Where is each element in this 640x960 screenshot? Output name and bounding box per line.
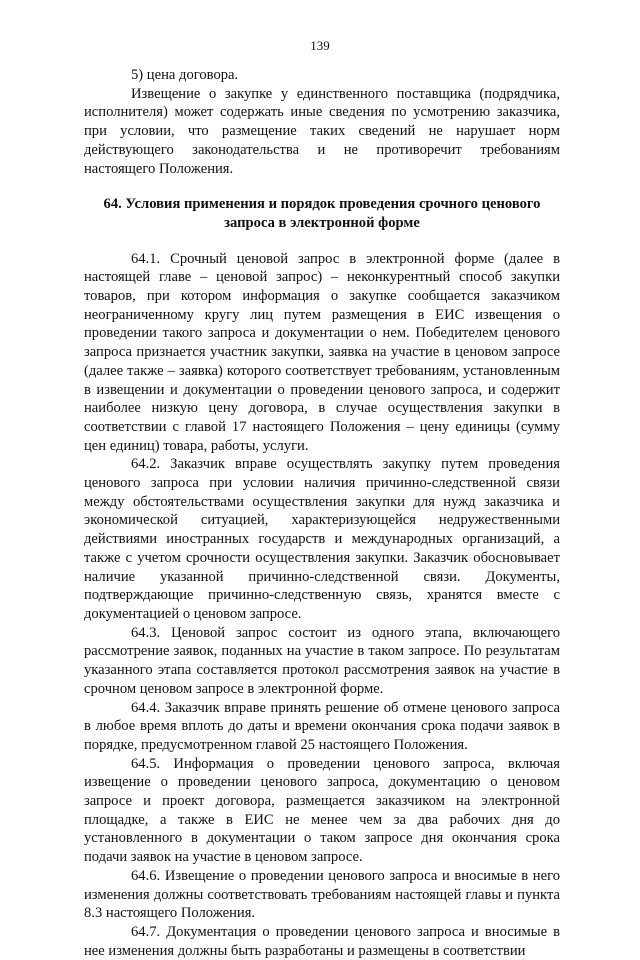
paragraph-64-7: 64.7. Документация о проведении ценового запроса и вносимые в нее изменения должны быть разработаны и размещены в соответствии (84, 923, 560, 959)
paragraph-64-4: 64.4. Заказчик вправе принять решение об отмене ценового запроса в любое время вплоть до даты и времени окончания срока подачи заявок в порядке, предусмотренном главой 25 настоящего Положения. (84, 699, 560, 753)
list-item-contract-price: 5) цена договора. (131, 67, 239, 83)
section-heading: 64. Условия применения и порядок проведения срочного ценового запроса в электронной форме (103, 196, 541, 231)
paragraph-64-2: 64.2. Заказчик вправе осуществлять закупку путем проведения ценового запроса при условии наличия причинно-следственной связи между обстоятельствами осуществления закупки для нужд заказчика и экономической ситуацией, характеризующейся недружественными действиями иностранных государств и международных организаций, а также с учетом срочности осуществления закупки. Заказчик обосновывает наличие указанной причинно-следственной связи. Документы, подтверждающие причинно-следственную связь, хранятся вместе с документацией о ценовом запросе. (84, 456, 560, 622)
paragraph-64-1: 64.1. Срочный ценовой запрос в электронной форме (далее в настоящей главе – ценовой запрос) – неконкурентный способ закупки товаров, при котором информация о закупке сообщается заказчиком неограниченному кругу лиц путем размещения в ЕИС извещения о проведении такого запроса и документации о нем. Победителем ценового запроса признается участник закупки, заявка на участие в ценовом запросе (далее также – заявка) которого соответствует требованиям, установленным в извещении и документации о проведении ценового запроса, и содержит наиболее низкую цену договора, в случае осуществления закупки в соответствии с главой 17 настоящего Положения – цену единицы (сумму цен единиц) товара, работы, услуги. (84, 250, 560, 454)
paragraph-notice-info: Извещение о закупке у единственного поставщика (подрядчика, исполнителя) может содержать иные сведения по усмотрению заказчика, при условии, что размещение таких сведений не нарушает норм действующего законодательства и не противоречит требованиям настоящего Положения. (84, 85, 560, 177)
paragraph-64-5: 64.5. Информация о проведении ценового запроса, включая извещение о проведении ценового запроса, документацию о ценовом запросе и проект договора, размещается заказчиком на электронной площадке, а также в ЕИС не менее чем за два рабочих дня до установленного в документации о таком запросе дня окончания срока подачи заявок на участие в ценовом запросе. (84, 755, 560, 866)
document-body (84, 66, 560, 960)
paragraph-64-3: 64.3. Ценовой запрос состоит из одного этапа, включающего рассмотрение заявок, поданных на участие в таком запросе. По результатам указанного этапа составляется протокол рассмотрения заявок на участие в срочном ценовом запросе в электронной форме. (84, 624, 560, 697)
page-number: 139 (310, 38, 330, 53)
paragraph-64-6: 64.6. Извещение о проведении ценового запроса и вносимые в него изменения должны соответствовать требованиям настоящей главы и пункта 8.3 настоящего Положения. (84, 867, 560, 922)
